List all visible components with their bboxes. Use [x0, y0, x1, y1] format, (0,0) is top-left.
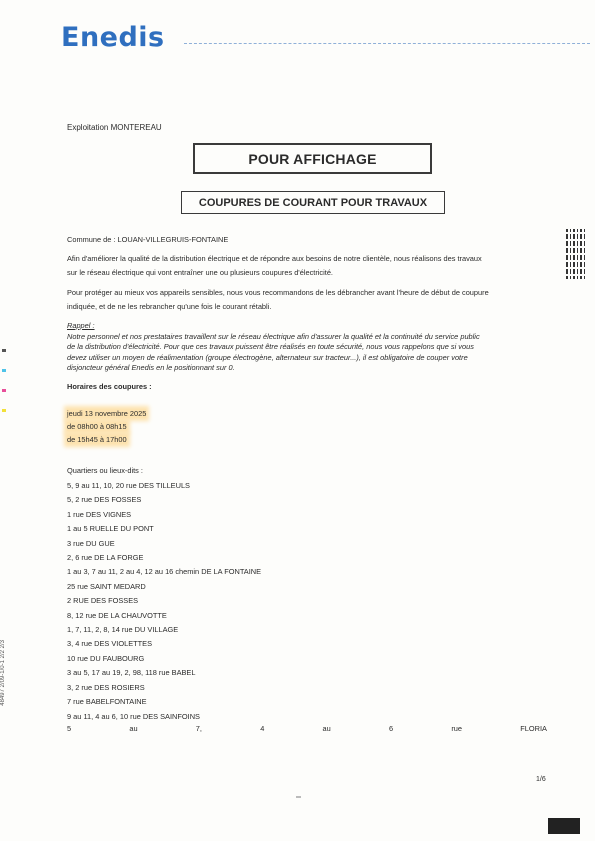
word: rue: [451, 724, 463, 733]
rappel-paragraph: [67, 321, 545, 374]
fold-tick: [296, 796, 301, 798]
word: 7,: [195, 724, 202, 733]
word: 4: [260, 724, 265, 733]
word: 5: [67, 724, 72, 733]
qr-code: [566, 229, 586, 279]
list-item: 9 au 11, 4 au 6, 10 rue DES SAINFOINS: [67, 711, 200, 721]
list-item: 1 au 5 RUELLE DU PONT: [67, 524, 154, 534]
page-number: 1/6: [536, 776, 546, 783]
intro-paragraph: [67, 252, 545, 279]
rappel-line: disjoncteur général Enedis en le positionnant sur 0.: [67, 363, 235, 372]
intro-line: Afin d'améliorer la qualité de la distribution électrique et de répondre aux besoins de notre clientèle, nous réalisons des travaux: [67, 254, 482, 263]
rappel-line: Notre personnel et nos prestataires travaillent sur le réseau électrique afin d'assurer la qualité et la continuité du service public: [67, 331, 480, 341]
print-mark-black: [2, 349, 6, 352]
print-mark-cyan: [2, 369, 6, 372]
rappel-line: devez utiliser un moyen de réalimentation (groupe électrogène, alternateur sur tracteur...), il est obligatoire de couper votre: [67, 352, 468, 362]
list-item: 1, 7, 11, 2, 8, 14 rue DU VILLAGE: [67, 625, 179, 635]
horaire-slot: de 15h45 à 17h00: [67, 435, 127, 444]
protect-line: indiquée, et de ne les rebrancher qu'une fois le courant rétabli.: [67, 301, 272, 311]
word: au: [129, 724, 138, 733]
protect-paragraph: [67, 286, 545, 313]
print-mark-magenta: [2, 389, 6, 392]
word: au: [322, 724, 331, 733]
print-mark-yellow: [2, 409, 6, 412]
protect-line: Pour protéger au mieux vos appareils sensibles, nous vous recommandons de les débrancher avant l'heure de début de coupure: [67, 288, 489, 297]
horaires-block: [67, 407, 545, 446]
list-item: 5, 9 au 11, 10, 20 rue DES TILLEULS: [67, 481, 190, 490]
horaires-label: Horaires des coupures :: [67, 382, 152, 391]
side-code: 48497 2/09-1/0-1 2/2 2/3: [0, 640, 6, 706]
exploitation-label: Exploitation MONTEREAU: [67, 123, 162, 132]
list-item: 5, 2 rue DES FOSSES: [67, 495, 142, 505]
list-item: 8, 12 rue DE LA CHAUVOTTE: [67, 610, 167, 620]
page-title: POUR AFFICHAGE: [193, 143, 432, 174]
list-item: 3, 4 rue DES VIOLETTES: [67, 639, 153, 649]
word: 6: [388, 724, 394, 733]
intro-line: sur le réseau électrique qui vont entraîner une ou plusieurs coupures d'électricité.: [67, 267, 333, 277]
horaire-date: jeudi 13 novembre 2025: [67, 409, 147, 418]
page-subtitle: COUPURES DE COURANT POUR TRAVAUX: [181, 191, 445, 214]
list-item: 2, 6 rue DE LA FORGE: [67, 553, 144, 563]
list-item: 10 rue DU FAUBOURG: [67, 653, 145, 663]
word: FLORIA: [520, 724, 547, 733]
list-item: 1 rue DES VIGNES: [67, 509, 132, 519]
last-address-line: [67, 724, 547, 733]
list-item: 2 RUE DES FOSSES: [67, 596, 139, 606]
commune-label: Commune de : LOUAN-VILLEGRUIS-FONTAINE: [67, 235, 229, 244]
list-item: 1 au 3, 7 au 11, 2 au 4, 12 au 16 chemin DE LA FONTAINE: [67, 567, 262, 577]
quartiers-list: [67, 479, 545, 724]
rappel-label: Rappel :: [67, 321, 95, 330]
list-item: 7 rue BABELFONTAINE: [67, 697, 147, 707]
list-item: 3 rue DU GUE: [67, 538, 115, 548]
quartiers-label: Quartiers ou lieux-dits :: [67, 466, 143, 475]
list-item: 3 au 5, 17 au 19, 2, 98, 118 rue BABEL: [67, 668, 196, 678]
corner-mark: [548, 818, 580, 834]
list-item: 3, 2 rue DES ROSIERS: [67, 682, 145, 692]
rappel-line: de la distribution d'électricité. Pour que ces travaux puissent être réalisés en toute sécurité, nous vous rappelons que si vous: [67, 342, 474, 351]
horaire-slot: de 08h00 à 08h15: [67, 422, 127, 431]
enedis-logo: Enedis: [61, 22, 165, 53]
list-item: 25 rue SAINT MEDARD: [67, 581, 146, 591]
header-rule: [184, 43, 590, 44]
